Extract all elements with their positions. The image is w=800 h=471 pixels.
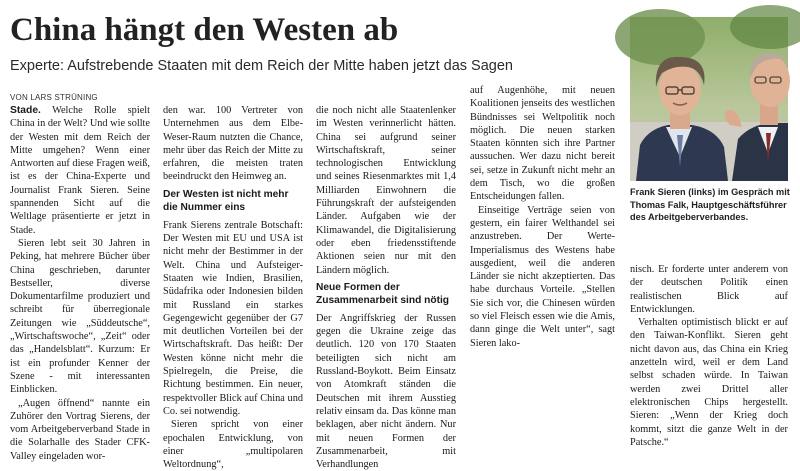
- section-heading: Der Westen ist nicht mehr die Nummer eins: [163, 188, 289, 213]
- section-heading: Neue Formen der Zusammenarbeit sind nötig: [316, 281, 450, 306]
- text-column-3: [316, 104, 456, 471]
- article-photo: [630, 17, 788, 181]
- article-byline: VON LARS STRÜNING: [10, 93, 98, 102]
- text-column-4: [470, 84, 615, 410]
- paragraph: Sieren spricht von einer epochalen Entwicklung, von einer „multipolaren Weltordnung“,: [163, 419, 303, 471]
- paragraph: nisch. Er forderte unter anderem von der deutschen Politik einen realistischen Blick auf Entwicklungen.: [630, 264, 788, 315]
- dateline: Stade.: [10, 105, 41, 116]
- paragraph: Sieren lebt seit 30 Jahren in Peking, hat mehrere Bücher über China geschrieben, darunter Bestseller, diverse Dokumentarfilme produziert und schreibt für überregionale Zeitungen wie „Süddeutsche“, „Wirtschaftswoche“, „Zeit“ oder das „Handelsblatt“. Kurzum: Er ist ein profunder Kenner der Szene - mit interessanten Einblicken.: [10, 237, 150, 396]
- paragraph: Verhalten optimistisch blickt er auf den Taiwan-Konflikt. Sieren geht nicht davon aus, das China ein Krieg anzetteln wird, weil er dem Land selbst schaden würde. In Taiwan werden zwei Drittel aller elektronischen Chips hergestellt. Sieren: „Wenn der Krieg doch kommt, sitzt die ganze Welt in der Patsche.“: [630, 317, 788, 448]
- text-column-2: [163, 104, 303, 471]
- paragraph: „Augen öffnend“ nannte ein Zuhörer den Vortrag Sierens, der vom Arbeitgeberverband Stade in die Solarhalle des Stader CFK-Valley eingeladen wor-: [10, 397, 150, 462]
- paragraph: die noch nicht alle Staatenlenker im Westen verinnerlicht hätten. China sei aufgrund seiner Wirtschaftskraft, seiner technologischen Entwicklung und seines Riesenmarktes mit 1,4 Milliarden Einwohnern die Führungskraft der aufsteigenden Länder. Aufgaben wie der Klimawandel, die Digitalisierung oder eben friedensstiftende Aktionen seien nur mit den Ländern möglich.: [316, 105, 456, 276]
- paragraph: Einseitige Verträge seien von gestern, ein fairer Welthandel sei anzustreben. Der Werte-Imperialismus des Westens habe ausgedient, weil die anderen Länder sie nicht akzeptierten. Das habe durchaus Vorteile. „Stellen Sie sich vor, die Chinesen würden so viel Fleisch essen wie die Amis, dann ginge die Welt unter“, sagt Sieren lako-: [470, 204, 615, 349]
- text-column-5: [630, 263, 788, 448]
- text-column-1: [10, 104, 150, 462]
- paragraph: auf Augenhöhe, mit neuen Koalitionen jenseits des westlichen Bündnisses sei Weltpolitik noch möglich. Die neuen starken Staaten könnten sich ihre Partner aussuchen. Wer dazu nicht bereit sei, setze in Zukunft nicht mehr an dem Tisch, wo die großen Entscheidungen fallen.: [470, 85, 615, 203]
- paragraph: [10, 104, 150, 237]
- paragraph: den war. 100 Vertreter von Unternehmen aus dem Elbe-Weser-Raum nutzten die Chance, mehr über das Reich der Mitte zu erfahren, die meisten traten beeindruckt den Heimweg an.: [163, 105, 303, 183]
- article-subheadline: Experte: Aufstrebende Staaten mit dem Reich der Mitte haben jetzt das Sagen: [10, 58, 513, 74]
- photo-caption: Frank Sieren (links) im Gespräch mit Thomas Falk, Hauptgeschäftsführer des Arbeitgeberverbandes.: [630, 187, 790, 222]
- photo-two-men-illustration: [630, 17, 788, 181]
- article-headline: China hängt den Westen ab: [10, 12, 399, 48]
- paragraph: Der Angriffskrieg der Russen gegen die Ukraine zeige das deutlich. 120 von 170 Staaten beteiligten sich nicht am Russland-Boykott. Beim Einsatz von Atomkraft ständen die Deutschen mit ihrem Ausstieg relativ einsam da. Das könne man beklagen, aber nicht ändern. Nur mit neuen Formen der Zusammenarbeit, mit Verhandlungen: [316, 312, 456, 471]
- paragraph: Frank Sierens zentrale Botschaft: Der Westen mit EU und USA ist nicht mehr der Bestimmer in der Welt. China und Aufsteiger-Staaten wie Indien, Brasilien, Südafrika oder Indonesien bilden mit Russland ein starkes Gegengewicht gegenüber der G7 mit deutlichen Vorteilen bei der Wirtschaftskraft. Das heißt: Der Westen könne nicht mehr die Spielregeln, die Preise, die Richtung bestimmen. Ein neuer, respektvoller Blick auf China und Co. sei notwendig.: [163, 219, 303, 417]
- paragraph-text: Welche Rolle spielt China in der Welt? Und wie sollte der Westen mit dem Reich der Mitte umgehen? Wenn einer Antworten auf diese Fragen weiß, ist es der China-Experte und Journalist Frank Sieren. Seine spannenden Sicht auf die Weltlage präsentierte er jetzt in Stade.: [10, 105, 150, 236]
